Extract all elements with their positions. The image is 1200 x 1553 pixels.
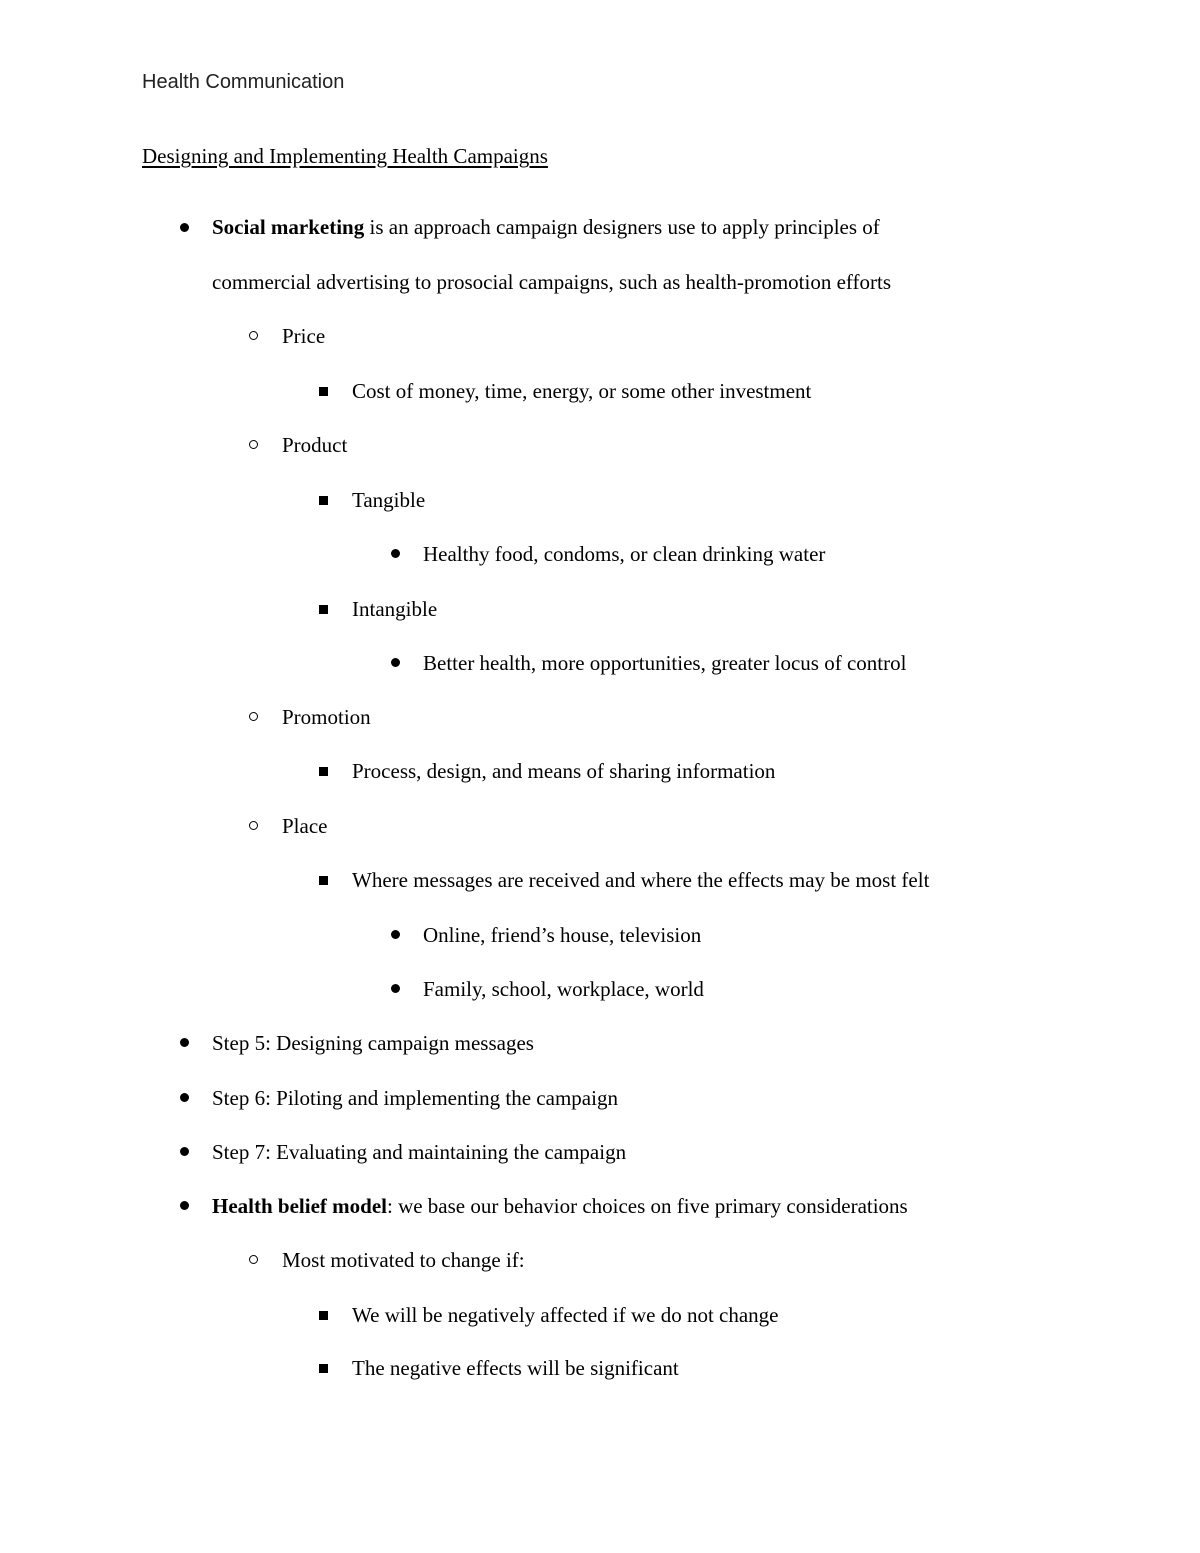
bullet-dot-icon [391, 549, 400, 558]
list-item-tangible: Tangible [352, 488, 426, 512]
list-item-place: Place [282, 814, 328, 838]
bullet-square-icon [319, 387, 328, 396]
bullet-dot-icon [180, 223, 189, 232]
list-item-promotion-desc: Process, design, and means of sharing information [352, 759, 776, 783]
list-item-step7: Step 7: Evaluating and maintaining the campaign [212, 1140, 627, 1164]
list-item-step6: Step 6: Piloting and implementing the campaign [212, 1086, 618, 1110]
bullet-circle-icon [249, 440, 258, 449]
bullet-square-icon [319, 496, 328, 505]
list-item-motivated: Most motivated to change if: [282, 1248, 525, 1272]
bullet-dot-icon [391, 984, 400, 993]
document-header: Health Communication [142, 71, 345, 93]
health-belief-model-definition: : we base our behavior choices on five primary considerations [386, 1194, 908, 1218]
bullet-dot-icon [180, 1093, 189, 1102]
list-item-promotion: Promotion [282, 705, 371, 729]
list-item-social-marketing [212, 213, 880, 241]
list-item-step5: Step 5: Designing campaign messages [212, 1031, 534, 1055]
list-item-health-belief-model [212, 1192, 908, 1220]
list-item-price-desc: Cost of money, time, energy, or some other investment [352, 379, 812, 403]
list-item-intangible: Intangible [352, 597, 438, 621]
section-title: Designing and Implementing Health Campaigns [142, 144, 548, 168]
bullet-circle-icon [249, 1255, 258, 1264]
list-item-place-example-1: Online, friend’s house, television [423, 923, 702, 947]
term-health-belief-model: Health belief model [212, 1194, 387, 1218]
social-marketing-continuation: commercial advertising to prosocial campaigns, such as health-promotion efforts [212, 270, 892, 294]
list-item-place-desc: Where messages are received and where the effects may be most felt [352, 868, 930, 892]
list-item-place-example-2: Family, school, workplace, world [423, 977, 704, 1001]
bullet-dot-icon [391, 930, 400, 939]
bullet-circle-icon [249, 821, 258, 830]
bullet-square-icon [319, 876, 328, 885]
term-social-marketing: Social marketing [212, 215, 365, 239]
list-item-price: Price [282, 324, 326, 348]
bullet-circle-icon [249, 712, 258, 721]
list-item-product: Product [282, 433, 348, 457]
bullet-square-icon [319, 767, 328, 776]
bullet-dot-icon [391, 658, 400, 667]
bullet-square-icon [319, 1364, 328, 1373]
bullet-dot-icon [180, 1201, 189, 1210]
bullet-circle-icon [249, 331, 258, 340]
social-marketing-definition: is an approach campaign designers use to apply principles of [364, 215, 880, 239]
list-item-tangible-example: Healthy food, condoms, or clean drinking water [423, 542, 826, 566]
list-item-motivated-1: We will be negatively affected if we do not change [352, 1303, 779, 1327]
bullet-square-icon [319, 1311, 328, 1320]
list-item-motivated-2: The negative effects will be significant [352, 1356, 679, 1380]
list-item-intangible-example: Better health, more opportunities, greater locus of control [423, 651, 907, 675]
bullet-dot-icon [180, 1038, 189, 1047]
bullet-square-icon [319, 605, 328, 614]
bullet-dot-icon [180, 1147, 189, 1156]
